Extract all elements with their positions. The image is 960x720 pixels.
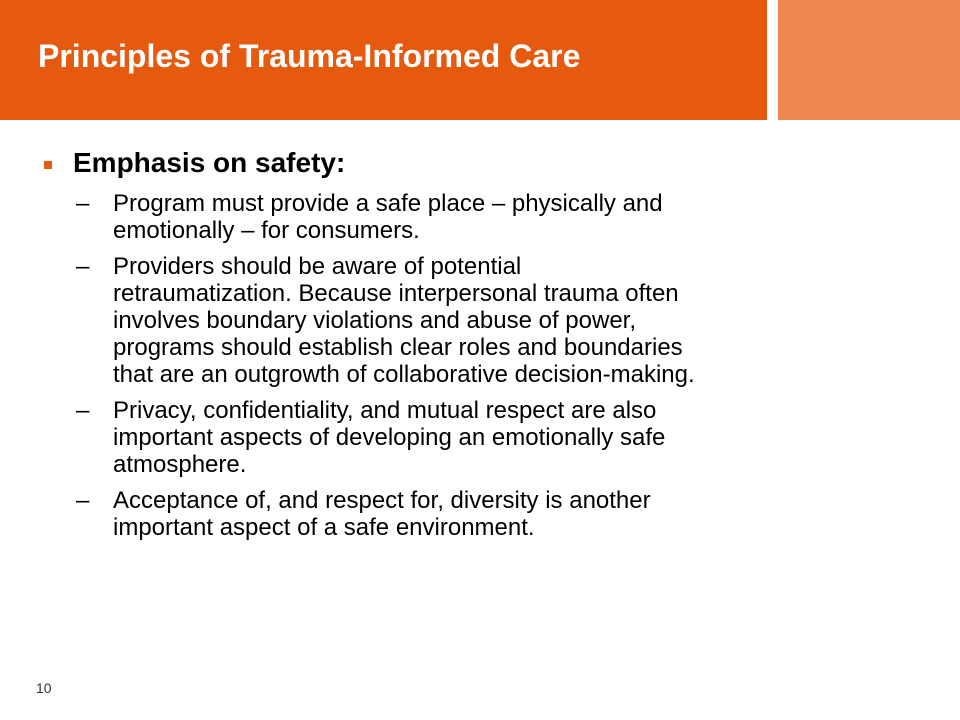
text-line: important aspect of a safe environment.	[113, 514, 535, 541]
text-line: that are an outgrowth of collaborative decision-making.	[113, 361, 695, 388]
text-line: atmosphere.	[113, 451, 247, 478]
dash-bullet-icon: –	[76, 397, 90, 424]
text-line: programs should establish clear roles and boundaries	[113, 334, 683, 361]
sub-bullet-item	[76, 487, 876, 541]
dash-bullet-icon: –	[76, 190, 90, 217]
bullet-heading: Emphasis on safety:	[73, 147, 346, 178]
sub-bullet-list	[76, 190, 876, 550]
slide-number: 10	[36, 680, 52, 696]
sub-bullet-item	[76, 253, 876, 388]
text-line: Program must provide a safe place – physically and	[113, 190, 663, 217]
sub-bullet-text	[113, 397, 665, 478]
text-line: retraumatization. Because interpersonal trauma often	[113, 280, 679, 307]
sub-bullet-text	[113, 253, 695, 388]
sub-bullet-item	[76, 397, 876, 478]
title-banner-accent	[778, 0, 960, 120]
sub-bullet-text	[113, 487, 651, 541]
sub-bullet-text	[113, 190, 663, 244]
text-line: important aspects of developing an emotionally safe	[113, 424, 666, 451]
dash-bullet-icon: –	[76, 253, 90, 280]
text-line: emotionally – for consumers.	[113, 217, 420, 244]
slide-title: Principles of Trauma-Informed Care	[38, 38, 581, 74]
text-line: Privacy, confidentiality, and mutual respect are also	[113, 397, 657, 424]
sub-bullet-item	[76, 190, 876, 244]
text-line: Providers should be aware of potential	[113, 253, 522, 280]
text-line: Acceptance of, and respect for, diversity is another	[113, 487, 651, 514]
square-bullet-icon	[44, 161, 52, 169]
dash-bullet-icon: –	[76, 487, 90, 514]
text-line: involves boundary violations and abuse of power,	[113, 307, 637, 334]
